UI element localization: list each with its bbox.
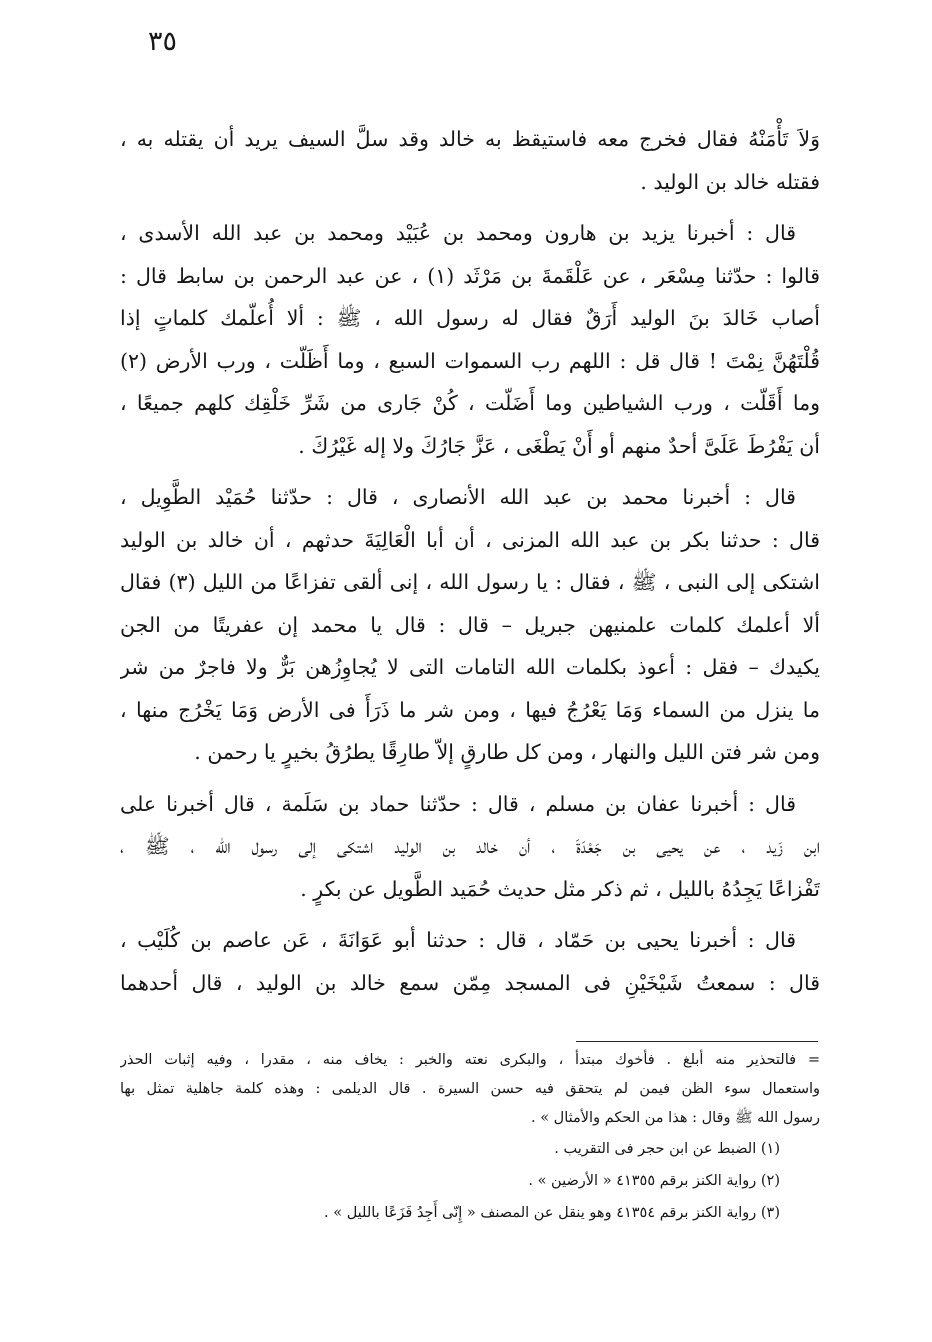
- text-line: وَلاَ تَأْمَنْهُ فقال فخرج معه فاستيقظ به خالد وقد سلَّ السيف يريد أن يقتله به ،: [120, 127, 820, 151]
- footnote-1: (١) الضبط عن ابن حجر فى التقريب .: [554, 1141, 780, 1157]
- text-line: قال : أخبرنا يزيد بن هارون ومحمد بن عُبَيْد ومحمد بن عبد الله الأسدى ،: [120, 221, 796, 245]
- text-line: ألا أعلمك كلمات علمنيهن جبريل – قال : قال يا محمد إن عفريتًا من الجن: [120, 612, 820, 637]
- text-line: تَفْزاعًا يَجِدُهُ بالليل ، ثم ذكر مثل حديث حُمَيد الطَّويل عن بكرٍ .: [300, 876, 820, 901]
- page-number: ٣٥: [148, 26, 178, 57]
- text-line: اشتكى إلى النبى ، ﷺ ، فقال : يا رسول الله ، إنى ألقى تفزاعًا من الليل (٣) فقال: [120, 570, 820, 594]
- footnote-separator: [576, 1041, 818, 1042]
- footnotes: [120, 1046, 820, 1229]
- text-line: قُلْتَهُنَّ نِمْتَ ! قال قل : اللهم رب السموات السبع ، وما أَظَلّت ، ورب الأرض (٢): [120, 348, 820, 373]
- text-line: يكيدك – فقل : أعوذ بكلمات الله التامات التى لا يُجاوِزُهن بَرٌّ ولا فاجرٌ من شر: [120, 655, 820, 679]
- text-line: وما أَقَلّت ، ورب الشياطين وما أَضَلّت ، كُنْ جَارى من شَرِّ خَلْقِك كلهم جميعًا ،: [120, 391, 820, 415]
- text-line: قال : أخبرنا يحيى بن حَمّاد ، قال : حدثنا أبو عَوَانَةَ ، عَن عاصم بن كُلَيْب ،: [120, 928, 796, 952]
- text-line: أصاب خَالدَ بنَ الوليد أَرَقٌ فقال له رسول الله ، ﷺ : ألا أُعلّمك كلماتٍ إذا: [120, 306, 820, 330]
- text-line: ما ينزل من السماء وَمَا يَعْرُجُ فيها ، ومن شر ما ذَرَأَ فى الأرض وَمَا يَخْرُج منها ،: [120, 697, 820, 722]
- footnote-line: واستعمال سوء الظن فيمن لم يتحقق فيه حسن السيرة . قال الديلمى : وهذه كلمة جاهلية تمثل بها: [120, 1081, 820, 1097]
- text-line: أن يَفْرُطَ عَلَىَّ أحدٌ منهم أو أَنْ يَطْغَى ، عَزَّ جَارُكَ ولا إله غَيْرُكَ .: [298, 433, 820, 458]
- text-line: ابن زَيد ، عن يحيى بن جَعْدَةَ ، أن خالد بن الوليد اشتكى إلى رسول الله ، ﷺ ،: [120, 834, 820, 858]
- text-line: قال : أخبرنا محمد بن عبد الله الأنصارى ، قال : حدّثنا حُمَيْد الطَّوِيل ،: [120, 485, 796, 509]
- main-text: [120, 118, 820, 1004]
- footnote-3: (٣) رواية الكنز برقم ٤١٣٥٤ وهو ينقل عن المصنف « إِنّى أَجِدُ فَزَعًا بالليل » .: [324, 1205, 780, 1221]
- text-line: قال : حدثنا بكر بن عبد الله المزنى ، أن أبا الْعَالِيَةَ حدثهم ، أن خالد بن الوليد: [120, 527, 820, 552]
- footnote-2: (٢) رواية الكنز برقم ٤١٣٥٥ « الأرضين » .: [528, 1173, 780, 1189]
- footnote-line: رسول الله ﷺ وقال : هذا من الحكم والأمثال » .: [530, 1110, 820, 1126]
- text-line: فقتله خالد بن الوليد .: [640, 169, 820, 194]
- text-line: ومن شر فتن الليل والنهار ، ومن كل طارقٍ إلاّ طارِقًا يطرُقُ بخيرٍ يا رحمن .: [194, 740, 820, 764]
- text-line: قال : سمعتُ شَيْخَيْنِ فى المسجد مِمّن سمع خالد بن الوليد ، قال أحدهما: [120, 970, 820, 995]
- footnote-line: = فالتحذير منه أبلغ . فأخوك مبتدأ ، والبكرى نعته والخبر : يخاف منه ، مقدرا ، وفيه إثبات الحذر: [120, 1052, 820, 1068]
- text-line: قالوا : حدّثنا مِسْعَر ، عن عَلْقَمةَ بن مَرْثَد (١) ، عن عبد الرحمن بن سابط قال :: [120, 263, 820, 288]
- text-line: قال : أخبرنا عفان بن مسلم ، قال : حدّثنا حماد بن سَلَمة ، قال أخبرنا على: [120, 791, 796, 816]
